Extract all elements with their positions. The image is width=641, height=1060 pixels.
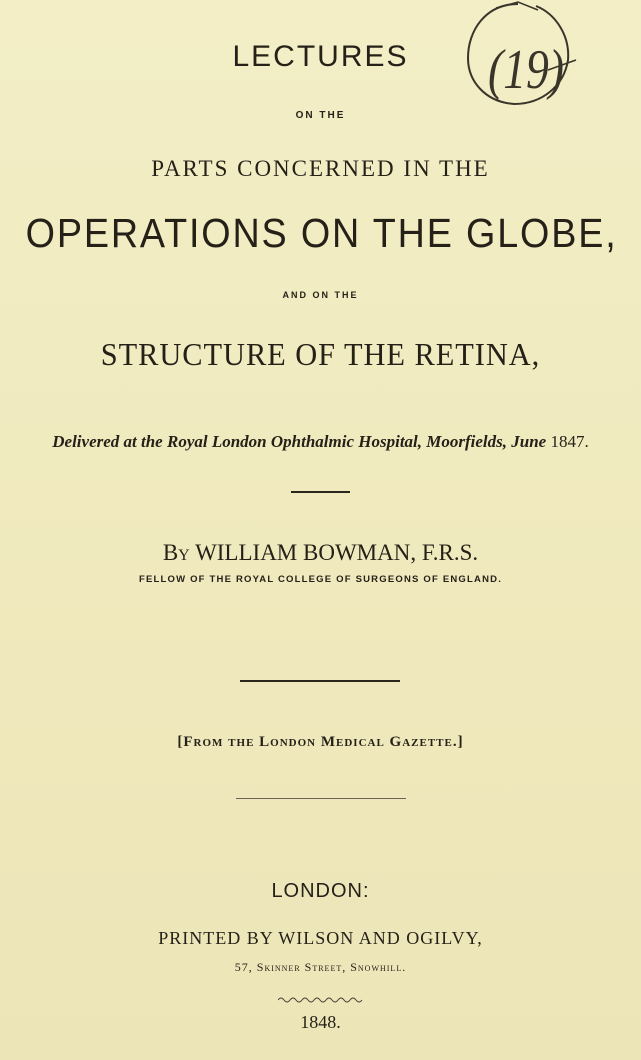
delivery-note [0, 432, 641, 452]
imprint-address: 57, Skinner Street, Snowhill. [234, 960, 407, 974]
title-operations: OPERATIONS ON THE GLOBE, [25, 210, 618, 256]
delivery-note-text: Delivered at the Royal London Ophthalmic Hospital, Moorfields, June [52, 432, 547, 451]
title-parts: PARTS CONCERNED IN THE [151, 156, 490, 181]
imprint-year: 1848. [300, 1012, 341, 1032]
divider-rule [291, 491, 350, 493]
title-on-the: ON THE [295, 110, 346, 121]
title-structure: STRUCTURE OF THE RETINA, [100, 336, 541, 372]
imprint-printer: PRINTED BY WILSON AND OGILVY, [158, 928, 483, 948]
author-name: WILLIAM BOWMAN, F.R.S. [195, 540, 479, 565]
stamp-mark: (19) [488, 39, 564, 101]
title-and-on-the: AND ON THE [282, 290, 359, 300]
divider-rule [236, 798, 406, 799]
delivery-year: 1847. [550, 432, 589, 451]
author-by: By [162, 540, 190, 565]
ornamental-wavy-rule [278, 996, 364, 1004]
author-affiliation: FELLOW OF THE ROYAL COLLEGE OF SURGEONS OF ENGLAND. [138, 574, 503, 585]
divider-rule [240, 680, 400, 682]
source-note: [From the London Medical Gazette.] [177, 734, 464, 750]
imprint-city: LONDON: [271, 880, 370, 902]
title-lectures: LECTURES [232, 40, 409, 73]
author-line [0, 540, 641, 566]
